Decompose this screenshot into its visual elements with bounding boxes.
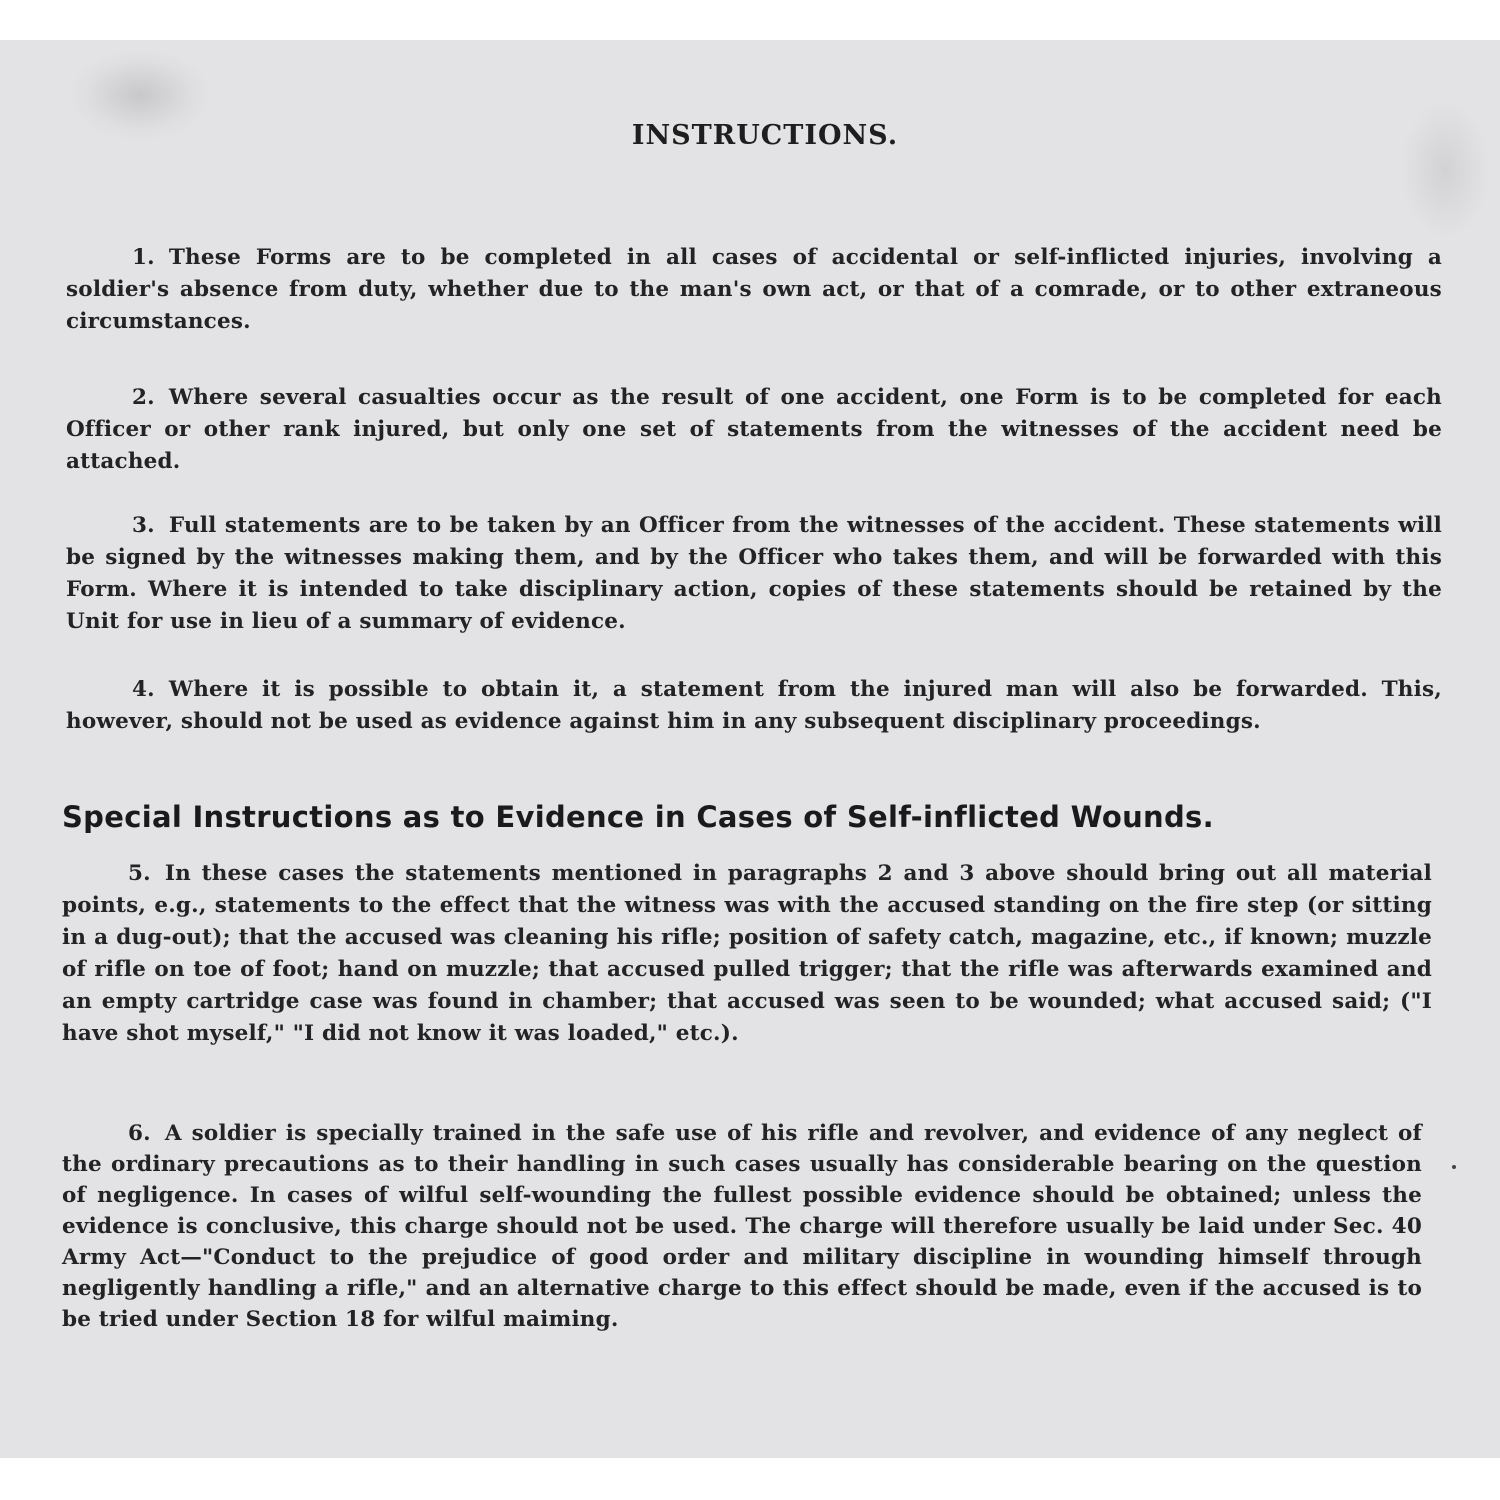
- paragraph-text: Full statements are to be taken by an Officer from the witnesses of the accident. These statements will be signed by the witnesses making them, and by the Officer who takes them, and will be forwarded with this Form. Where it is intended to take disciplinary action, copies of these statements should be retained by the Unit for use in lieu of a summary of evidence.: [66, 513, 1442, 634]
- paragraph-text: These Forms are to be completed in all cases of accidental or self-inflicted injuries, involving a soldier's absence from duty, whether due to the man's own act, or that of a comrade, or to other extraneous circumstances.: [66, 245, 1442, 334]
- paragraph-1: [66, 242, 1442, 338]
- paragraph-number: 1.: [132, 245, 155, 270]
- paragraph-2: [66, 382, 1442, 478]
- paragraph-text: Where several casualties occur as the result of one accident, one Form is to be completed for each Officer or other rank injured, but only one set of statements from the witnesses of the accident need be attached.: [66, 385, 1442, 474]
- stray-mark: [1452, 1165, 1456, 1169]
- special-instructions-heading: Special Instructions as to Evidence in Cases of Self-inflicted Wounds.: [62, 800, 1214, 834]
- paragraph-5: [62, 858, 1432, 1050]
- paragraph-text: In these cases the statements mentioned in paragraphs 2 and 3 above should bring out all material points, e.g., statements to the effect that the witness was with the accused standing on the fire step (or sitting in a dug-out); that the accused was cleaning his rifle; position of safety catch, magazine, etc., if known; muzzle of rifle on toe of foot; hand on muzzle; that accused pulled trigger; that the rifle was afterwards examined and an empty cartridge case was found in chamber; that accused was seen to be wounded; what accused said; ("I have shot myself," "I did not know it was loaded," etc.).: [62, 861, 1432, 1046]
- document-page: [0, 40, 1500, 1458]
- paragraph-text: Where it is possible to obtain it, a statement from the injured man will also be forwarded. This, however, should not be used as evidence against him in any subsequent disciplinary proceedings.: [66, 677, 1442, 734]
- paragraph-6: [62, 1118, 1422, 1335]
- paragraph-3: [66, 510, 1442, 638]
- paragraph-number: 5.: [128, 861, 151, 886]
- paragraph-text: A soldier is specially trained in the safe use of his rifle and revolver, and evidence of any neglect of the ordinary precautions as to their handling in such cases usually has considerable bearing on the question of negligence. In cases of wilful self-wounding the fullest possible evidence should be obtained; unless the evidence is conclusive, this charge should not be used. The charge will therefore usually be laid under Sec. 40 Army Act—"Conduct to the prejudice of good order and military discipline in wounding himself through negligently handling a rifle," and an alternative charge to this effect should be made, even if the accused is to be tried under Section 18 for wilful maiming.: [62, 1121, 1422, 1332]
- paragraph-4: [66, 674, 1442, 738]
- paragraph-number: 2.: [132, 385, 155, 410]
- paragraph-number: 6.: [128, 1121, 151, 1146]
- paragraph-number: 3.: [132, 513, 155, 538]
- page-title: INSTRUCTIONS.: [631, 120, 899, 151]
- paragraph-number: 4.: [132, 677, 155, 702]
